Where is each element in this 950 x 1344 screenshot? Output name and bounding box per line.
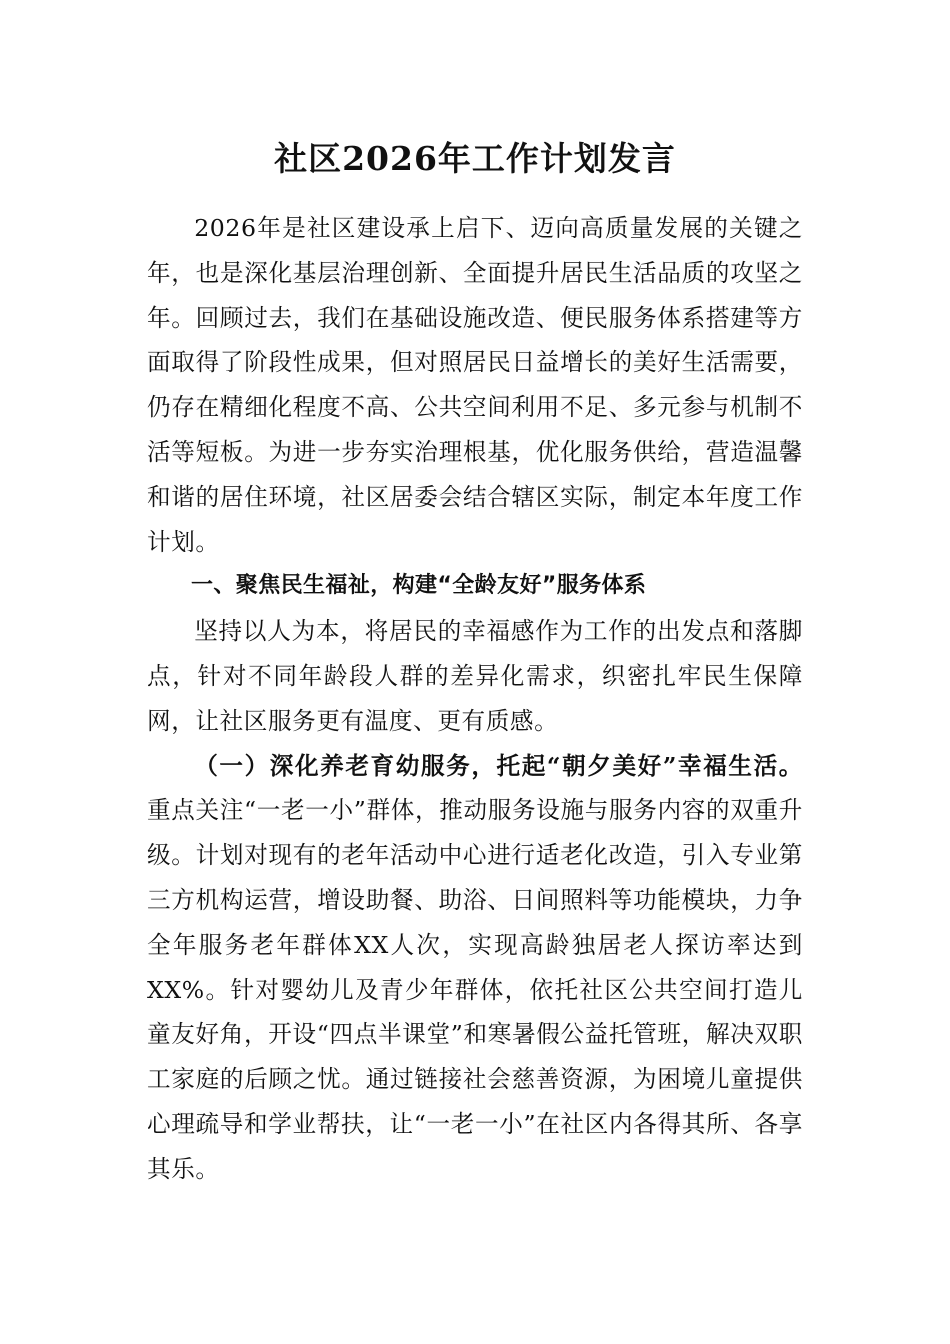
section-1-item-1-body: 重点关注“一老一小”群体，推动服务设施与服务内容的双重升级。计划对现有的老年活动中心进行适老化改造，引入专业第三方机构运营，增设助餐、助浴、日间照料等功能模块，力争全年服务老年群体XX人次，实现高龄独居老人探访率达到XX%。针对婴幼儿及青少年群体，依托社区公共空间打造儿童友好角，开设“四点半课堂”和寒暑假公益托管班，解决双职工家庭的后顾之忧。通过链接社会慈善资源，为困境儿童提供心理疏导和学业帮扶，让“一老一小”在社区内各得其所、各享其乐。 xyxy=(147,796,803,1183)
document-title: 社区2026年工作计划发言 xyxy=(274,139,676,179)
document-body xyxy=(147,206,803,1192)
intro-paragraph: 2026年是社区建设承上启下、迈向高质量发展的关键之年，也是深化基层治理创新、全面提升居民生活品质的攻坚之年。回顾过去，我们在基础设施改造、便民服务体系搭建等方面取得了阶段性成果，但对照居民日益增长的美好生活需要，仍存在精细化程度不高、公共空间利用不足、多元参与机制不活等短板。为进一步夯实治理根基，优化服务供给，营造温馨和谐的居住环境，社区居委会结合辖区实际，制定本年度工作计划。 xyxy=(147,214,803,556)
section-1-item-1-paragraph xyxy=(147,744,803,1192)
section-1-item-1-subheading: （一）深化养老育幼服务，托起“朝夕美好”幸福生活。 xyxy=(194,751,803,780)
section-1-intro-paragraph: 坚持以人为本，将居民的幸福感作为工作的出发点和落脚点，针对不同年龄段人群的差异化需求，织密扎牢民生保障网，让社区服务更有温度、更有质感。 xyxy=(147,617,803,735)
section-1-heading: 一、聚焦民生福祉，构建“全龄友好”服务体系 xyxy=(191,573,647,599)
